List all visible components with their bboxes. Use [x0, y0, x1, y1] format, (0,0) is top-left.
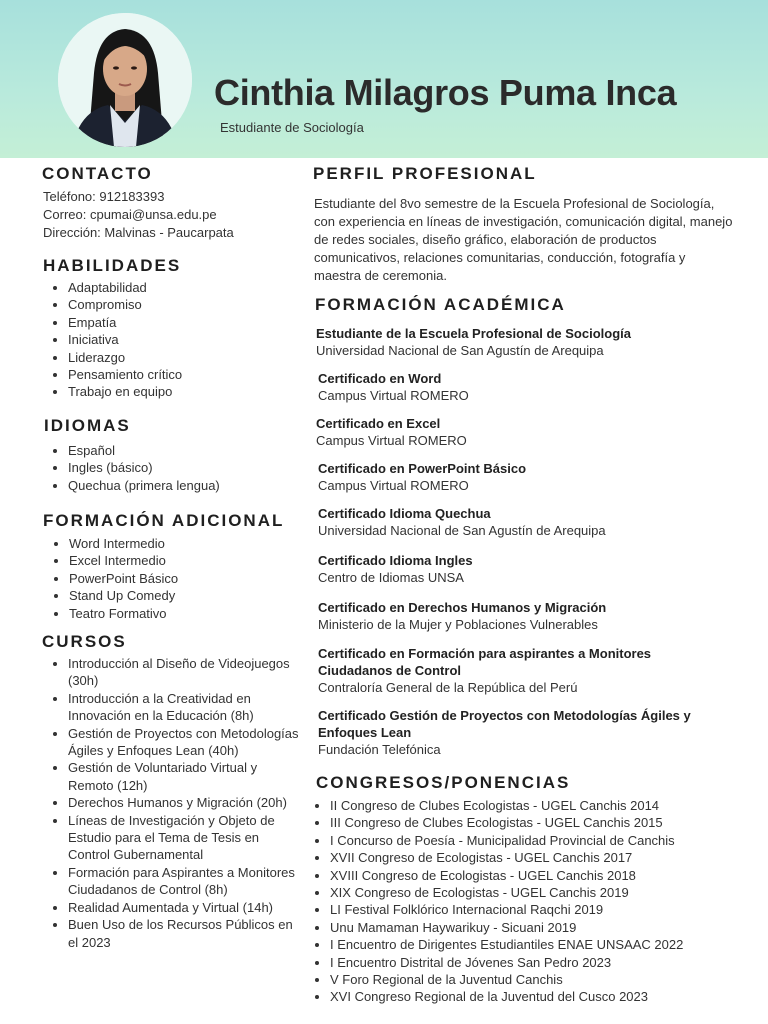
skill-item: • Adaptabilidad — [68, 279, 308, 296]
contact-email: Correo: cpumai@unsa.edu.pe — [43, 207, 217, 222]
profile-heading: PERFIL PROFESIONAL — [313, 164, 537, 183]
education-entry — [318, 505, 718, 539]
contact-heading: CONTACTO — [42, 164, 153, 183]
education-entry-title: Certificado en Excel — [316, 416, 441, 431]
profile-text: Estudiante del 8vo semestre de la Escuela Profesional de Sociología, con experiencia en líneas de investigación, comunicación digital, manejo de redes sociales, diseño gráfico, elaboración de productos comunicativos, relaciones comunitarias, conducción, fotografía y maestra de ceremonia. — [314, 196, 733, 283]
course-item: • Formación para Aspirantes a Monitores Ciudadanos de Control (8h) — [68, 864, 300, 899]
education-entry-org: Campus Virtual ROMERO — [318, 478, 469, 493]
language-item: • Español — [68, 442, 308, 459]
courses-list — [44, 655, 300, 951]
education-entry-title: Certificado en Formación para aspirantes a Monitores Ciudadanos de Control — [318, 646, 652, 678]
congress-item: • I Encuentro Distrital de Jóvenes San Pedro 2023 — [330, 954, 768, 971]
congress-item: • Unu Mamaman Haywarikuy - Sicuani 2019 — [330, 919, 768, 936]
extra-training-item: • Excel Intermedio — [69, 552, 309, 569]
skill-item: • Pensamiento crítico — [68, 366, 308, 383]
extra-training-list — [45, 535, 309, 622]
course-item: • Líneas de Investigación y Objeto de Estudio para el Tema de Tesis en Control Gubernamental — [68, 812, 300, 864]
education-entry-org: Ministerio de la Mujer y Poblaciones Vulnerables — [318, 617, 598, 632]
education-entry — [316, 415, 716, 449]
education-heading: FORMACIÓN ACADÉMICA — [315, 295, 566, 314]
extra-training-item: • Word Intermedio — [69, 535, 309, 552]
course-item: • Gestión de Voluntariado Virtual y Remoto (12h) — [68, 759, 300, 794]
congress-item: • XVII Congreso de Ecologistas - UGEL Canchis 2017 — [330, 849, 768, 866]
congress-item: • I Encuentro de Dirigentes Estudiantiles ENAE UNSAAC 2022 — [330, 936, 768, 953]
extra-training-heading: FORMACIÓN ADICIONAL — [43, 511, 285, 530]
congress-item: • II Congreso de Clubes Ecologistas - UGEL Canchis 2014 — [330, 797, 768, 814]
education-entry — [318, 707, 718, 758]
education-entry-org: Universidad Nacional de San Agustín de Arequipa — [316, 343, 604, 358]
language-item: • Ingles (básico) — [68, 459, 308, 476]
congress-item: • LI Festival Folklórico Internacional Raqchi 2019 — [330, 901, 768, 918]
congress-item: • XIX Congreso de Ecologistas - UGEL Canchis 2019 — [330, 884, 768, 901]
education-entry-title: Certificado en Derechos Humanos y Migración — [318, 600, 607, 615]
skill-item: • Empatía — [68, 314, 308, 331]
skill-item: • Liderazgo — [68, 349, 308, 366]
education-entry-org: Campus Virtual ROMERO — [316, 433, 467, 448]
education-entry-org: Contraloría General de la República del Perú — [318, 680, 578, 695]
course-item: • Buen Uso de los Recursos Públicos en el 2023 — [68, 916, 300, 951]
profile-photo — [58, 13, 192, 147]
extra-training-item: • PowerPoint Básico — [69, 570, 309, 587]
skills-heading: HABILIDADES — [43, 256, 182, 275]
course-item: • Realidad Aumentada y Virtual (14h) — [68, 899, 300, 916]
contact-address: Dirección: Malvinas - Paucarpata — [43, 225, 234, 240]
skill-item: • Trabajo en equipo — [68, 383, 308, 400]
course-item: • Introducción al Diseño de Videojuegos (30h) — [68, 655, 300, 690]
skill-item: • Compromiso — [68, 296, 308, 313]
candidate-subtitle: Estudiante de Sociología — [220, 120, 364, 135]
education-entry-title: Certificado en Word — [318, 371, 442, 386]
profile-photo-image — [58, 13, 192, 147]
skills-list — [44, 279, 308, 401]
congress-item: • III Congreso de Clubes Ecologistas - UGEL Canchis 2015 — [330, 814, 768, 831]
education-entry-title: Certificado Idioma Ingles — [318, 553, 473, 568]
education-entry — [318, 370, 718, 404]
skill-item: • Iniciativa — [68, 331, 308, 348]
language-item: • Quechua (primera lengua) — [68, 477, 308, 494]
extra-training-item: • Stand Up Comedy — [69, 587, 309, 604]
education-entry-title: Certificado en PowerPoint Básico — [318, 461, 527, 476]
course-item: • Introducción a la Creatividad en Innovación en la Educación (8h) — [68, 690, 300, 725]
education-entry — [318, 599, 718, 633]
congress-item: • I Concurso de Poesía - Municipalidad Provincial de Canchis — [330, 832, 768, 849]
languages-heading: IDIOMAS — [44, 416, 131, 435]
course-item: • Derechos Humanos y Migración (20h) — [68, 794, 300, 811]
extra-training-item: • Teatro Formativo — [69, 605, 309, 622]
course-item: • Gestión de Proyectos con Metodologías Ágiles y Enfoques Lean (40h) — [68, 725, 300, 760]
education-entry-org: Fundación Telefónica — [318, 742, 441, 757]
candidate-name: Cinthia Milagros Puma Inca — [214, 72, 677, 113]
education-entry-title: Certificado Idioma Quechua — [318, 506, 491, 521]
education-entry-title: Estudiante de la Escuela Profesional de Sociología — [316, 326, 631, 341]
contact-phone: Teléfono: 912183393 — [43, 189, 165, 204]
congress-item: • V Foro Regional de la Juventud Canchis — [330, 971, 768, 988]
languages-list — [44, 442, 308, 494]
education-entry-org: Campus Virtual ROMERO — [318, 388, 469, 403]
education-entry — [318, 645, 718, 696]
congresses-heading: CONGRESOS/PONENCIAS — [316, 773, 571, 792]
education-entry — [316, 325, 716, 359]
education-entry-org: Centro de Idiomas UNSA — [318, 570, 464, 585]
courses-heading: CURSOS — [42, 632, 127, 651]
congress-item: • XVI Congreso Regional de la Juventud del Cusco 2023 — [330, 988, 768, 1005]
education-entry — [318, 552, 718, 586]
education-entry — [318, 460, 718, 494]
congresses-list — [306, 797, 768, 1006]
congress-item: • XVIII Congreso de Ecologistas - UGEL Canchis 2018 — [330, 867, 768, 884]
education-entry-org: Universidad Nacional de San Agustín de Arequipa — [318, 523, 606, 538]
education-entry-title: Certificado Gestión de Proyectos con Metodologías Ágiles y Enfoques Lean — [318, 708, 691, 740]
